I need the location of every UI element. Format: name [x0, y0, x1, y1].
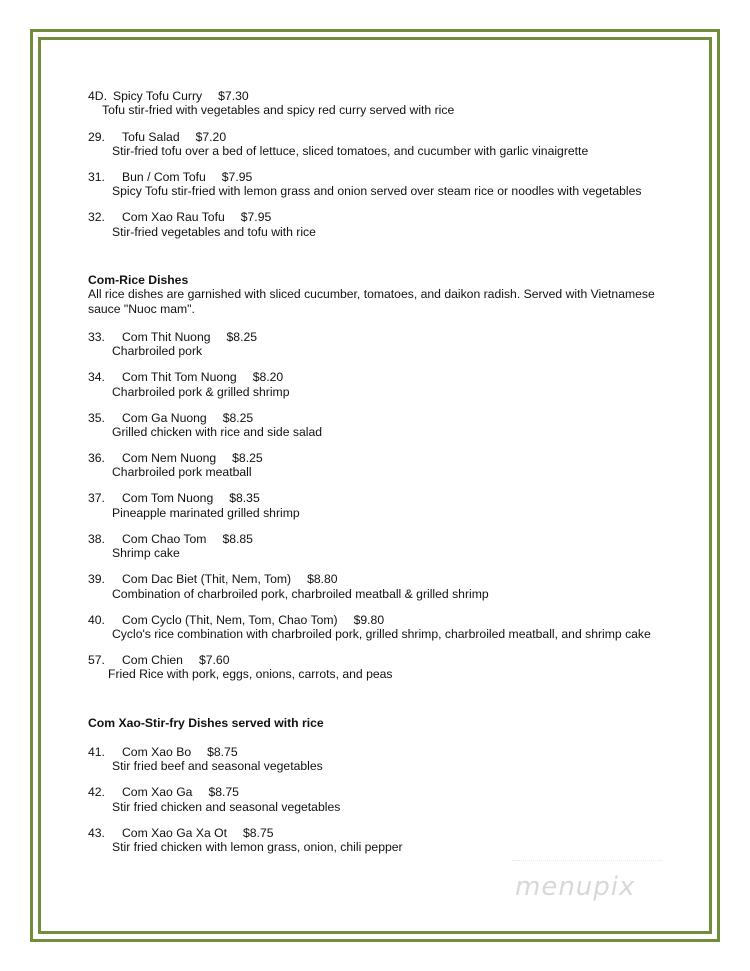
section-intro-line: sauce "Nuoc mam".: [88, 301, 195, 316]
item-price: $9.80: [353, 612, 385, 627]
item-name: Com Cyclo (Thit, Nem, Tom, Chao Tom): [122, 612, 338, 627]
item-name: Com Thit Tom Nuong: [122, 370, 237, 385]
menu-item: [88, 785, 688, 814]
item-number: 37.: [88, 491, 105, 506]
section-title-stirfry: Com Xao-Stir-fry Dishes served with rice: [88, 715, 324, 730]
item-name: Com Xao Rau Tofu: [122, 210, 225, 225]
item-price: $7.30: [218, 89, 249, 103]
section-intro: [88, 287, 688, 316]
menu-item: [88, 532, 688, 561]
item-description: Stir fried beef and seasonal vegetables: [112, 759, 323, 774]
item-number: 4D.: [88, 89, 107, 103]
item-description: Stir fried chicken with lemon grass, onion, chili pepper: [112, 839, 403, 854]
item-number: 31.: [88, 169, 105, 184]
menu-item: [88, 826, 688, 855]
item-description: Shrimp cake: [112, 546, 180, 561]
item-price: $8.75: [208, 785, 239, 800]
menu-item: [88, 491, 688, 520]
item-number: 32.: [88, 210, 105, 225]
item-number: 38.: [88, 531, 105, 546]
item-description: Charbroiled pork: [112, 344, 203, 359]
item-price: $8.35: [229, 491, 260, 506]
item-price: $8.85: [222, 531, 253, 546]
menu-item: [88, 653, 688, 682]
item-name: Com Xao Bo: [122, 744, 192, 759]
item-number: 29.: [88, 129, 105, 144]
item-number: 40.: [88, 612, 105, 627]
item-name: Com Ga Nuong: [122, 410, 207, 425]
item-description: Fried Rice with pork, eggs, onions, carrots, and peas: [108, 667, 393, 682]
menu-item: [88, 613, 688, 642]
item-price: $8.20: [252, 370, 284, 385]
item-name: Com Nem Nuong: [122, 451, 217, 466]
item-name: Tofu Salad: [122, 129, 180, 144]
item-description: Combination of charbroiled pork, charbroiled meatball & grilled shrimp: [112, 586, 489, 601]
item-number: 36.: [88, 451, 105, 466]
menu-item: [88, 451, 688, 480]
item-name: Com Xao Ga: [122, 785, 193, 800]
item-name: Com Tom Nuong: [122, 491, 214, 506]
item-price: $8.75: [207, 744, 238, 759]
menu-item: [88, 370, 688, 399]
item-description: Charbroiled pork meatball: [112, 465, 252, 480]
item-number: 34.: [88, 370, 105, 385]
item-price: $7.95: [221, 169, 253, 184]
item-name: Spicy Tofu Curry: [112, 89, 203, 103]
menu-item: [88, 572, 688, 601]
menu-item: [88, 130, 688, 159]
section-title-rice: Com-Rice Dishes: [88, 272, 189, 287]
item-description: Grilled chicken with rice and side salad: [112, 424, 322, 439]
item-name: Bun / Com Tofu: [122, 169, 206, 184]
item-name: Com Dac Biet (Thit, Nem, Tom): [122, 572, 292, 587]
menu-item: [88, 411, 688, 440]
item-number: 42.: [88, 785, 105, 800]
item-price: $8.25: [232, 451, 263, 466]
item-number: 41.: [88, 744, 105, 759]
menu-item: [88, 330, 688, 359]
item-number: 39.: [88, 572, 105, 587]
item-name: Com Thit Nuong: [122, 329, 211, 344]
item-description: Pineapple marinated grilled shrimp: [112, 505, 300, 520]
item-description: Tofu stir-fried with vegetables and spicy red curry served with rice: [102, 103, 455, 118]
item-name: Com Xao Ga Xa Ot: [122, 825, 227, 840]
section-intro-line: All rice dishes are garnished with sliced cucumber, tomatoes, and daikon radish. Served with Vietnamese: [88, 287, 655, 302]
menu-item: [88, 170, 688, 199]
item-number: 33.: [88, 329, 105, 344]
item-price: $7.60: [198, 652, 230, 667]
item-name: Com Chao Tom: [122, 531, 207, 546]
item-price: $8.80: [307, 572, 338, 587]
menu-content: [88, 89, 688, 866]
item-description: Stir-fried tofu over a bed of lettuce, sliced tomatoes, and cucumber with garlic vinaigrette: [112, 143, 589, 158]
item-description: Spicy Tofu stir-fried with lemon grass and onion served over steam rice or noodles with vegetables: [112, 184, 642, 199]
item-number: 57.: [88, 652, 105, 667]
item-price: $7.95: [240, 210, 272, 225]
menu-item: [88, 89, 688, 118]
menu-item: [88, 210, 688, 239]
item-price: $8.25: [226, 329, 258, 344]
item-price: $7.20: [195, 129, 227, 144]
menu-item: [88, 745, 688, 774]
item-description: Stir fried chicken and seasonal vegetables: [112, 799, 341, 814]
item-name: Com Chien: [122, 652, 183, 667]
item-number: 35.: [88, 410, 105, 425]
item-description: Cyclo's rice combination with charbroiled pork, grilled shrimp, charbroiled meatball, and shrimp cake: [112, 626, 651, 641]
item-number: 43.: [88, 825, 105, 840]
item-price: $8.25: [222, 410, 254, 425]
item-price: $8.75: [243, 825, 274, 840]
item-description: Charbroiled pork & grilled shrimp: [112, 384, 290, 399]
watermark-divider: [512, 860, 662, 861]
watermark-logo: menupix: [515, 872, 636, 902]
item-description: Stir-fried vegetables and tofu with rice: [112, 224, 316, 239]
